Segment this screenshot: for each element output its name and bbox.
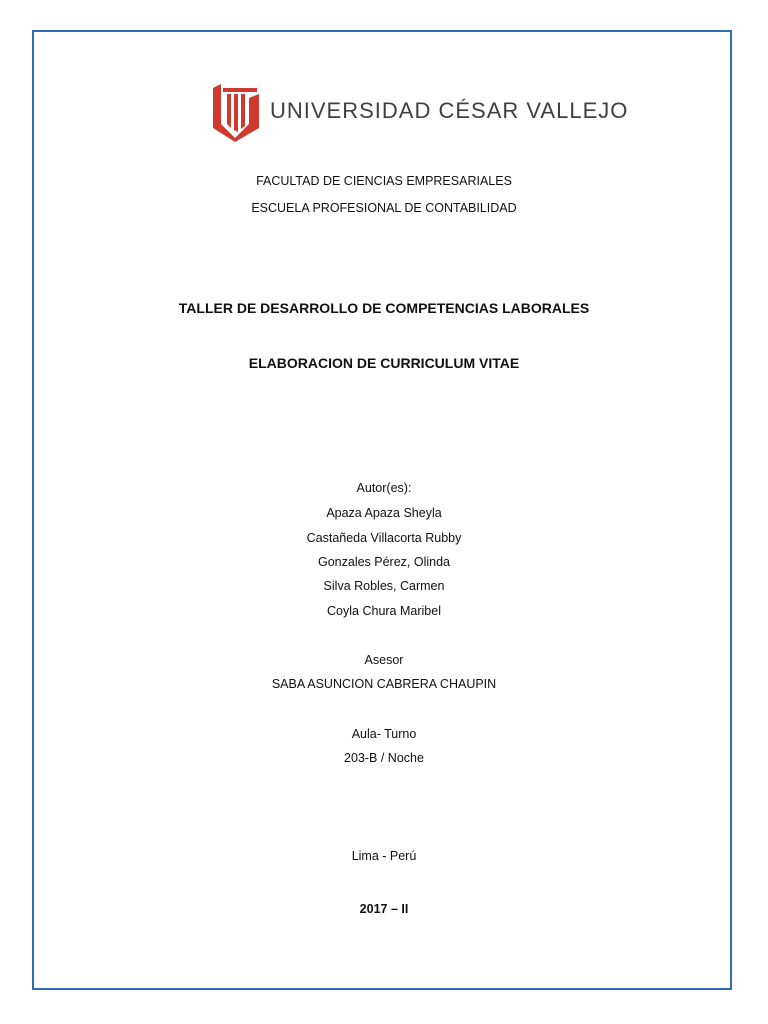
classroom-label: Aula- Turno (351, 727, 417, 741)
advisor-name: SABA ASUNCION CABRERA CHAUPIN (271, 677, 497, 691)
place: Lima - Perú (351, 849, 417, 863)
faculty-name: FACULTAD DE CIENCIAS EMPRESARIALES (256, 174, 512, 188)
author-name: Coyla Chura Maribel (327, 604, 441, 618)
author-name: Apaza Apaza Sheyla (326, 506, 442, 520)
classroom-value: 203-B / Noche (344, 751, 424, 765)
course-title: TALLER DE DESARROLLO DE COMPETENCIAS LABORALES (178, 300, 590, 316)
university-logo (211, 84, 629, 142)
advisor-label: Asesor (364, 653, 404, 667)
author-name: Gonzales Pérez, Olinda (317, 555, 450, 569)
university-name: UNIVERSIDAD CÉSAR VALLEJO (270, 98, 629, 123)
school-name: ESCUELA PROFESIONAL DE CONTABILIDAD (251, 201, 517, 215)
authors-label: Autor(es): (356, 481, 412, 495)
author-name: Castañeda Villacorta Rubby (306, 531, 462, 545)
university-emblem-icon (211, 84, 261, 142)
author-name: Silva Robles, Carmen (323, 579, 445, 593)
document-title: ELABORACION DE CURRICULUM VITAE (248, 355, 520, 371)
period: 2017 – II (359, 902, 409, 916)
